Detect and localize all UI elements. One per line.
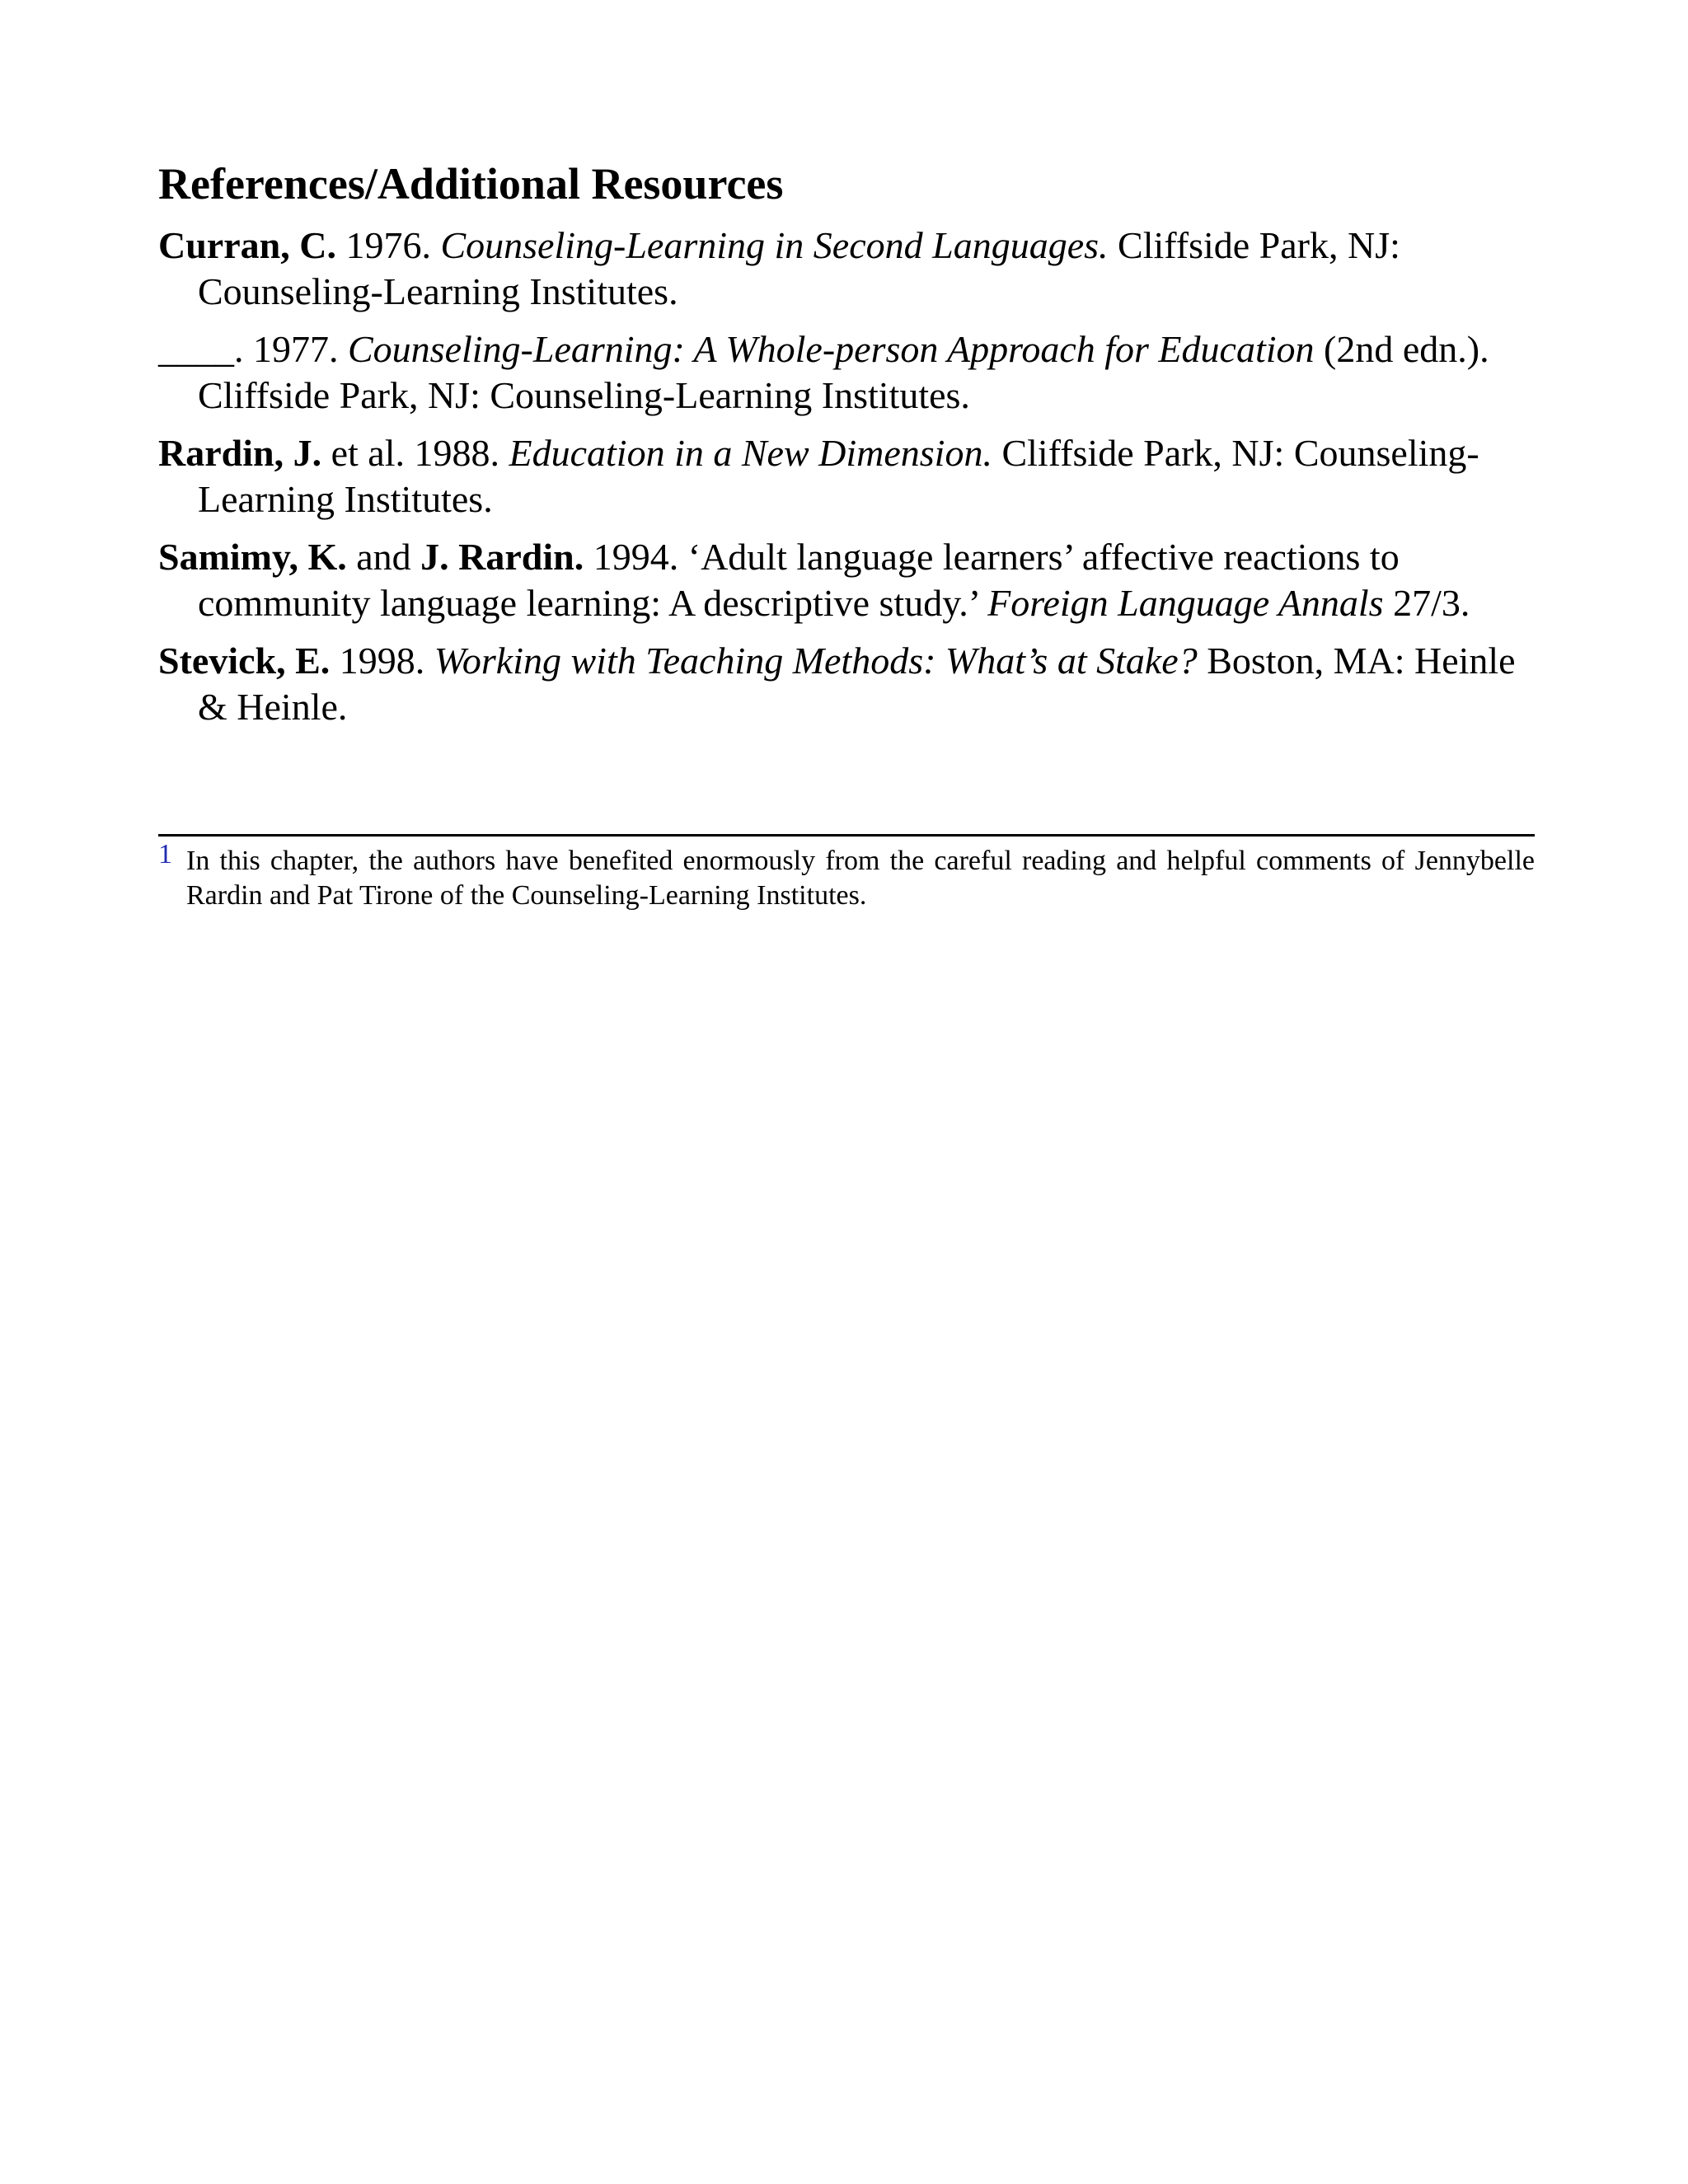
footnote-divider (158, 834, 1535, 837)
reference-year: 1998. (330, 640, 434, 682)
reference-publisher: (2nd edn.). Cliffside Park, NJ: Counseling-Learning Institutes. (198, 328, 1489, 416)
footnote-text: In this chapter, the authors have benefited enormously from the careful reading and helpful comments of Jennybelle Rardin and Pat Tirone of the Counseling-Learning Institutes. (186, 846, 1535, 911)
reference-ditto-prefix: ____. 1977. (158, 328, 348, 370)
reference-year: et al. 1988. (321, 432, 509, 474)
reference-conjunction: and (346, 536, 421, 578)
reference-publisher: Cliffside Park, NJ: Counseling-Learning Institutes. (198, 224, 1400, 312)
reference-title: Education in a New Dimension. (509, 432, 992, 474)
reference-author: Stevick, E. (158, 640, 331, 682)
reference-year: 1976. (335, 224, 441, 266)
reference-year: 1994. ‘Adult language learners’ affective reactions to community language learning: A descriptive study.’ (198, 536, 1400, 624)
footnote-mark[interactable]: 1 (158, 839, 172, 869)
reference-volume: 27/3. (1383, 582, 1470, 624)
reference-publisher: Cliffside Park, NJ: Counseling-Learning Institutes. (198, 432, 1479, 520)
reference-entry (158, 534, 1535, 626)
reference-entry (158, 223, 1535, 315)
reference-author: Curran, C. (158, 224, 336, 266)
reference-author: Samimy, K. (158, 536, 347, 578)
reference-publisher: Boston, MA: Heinle & Heinle. (198, 640, 1516, 728)
reference-author-2: J. Rardin. (420, 536, 584, 578)
reference-entry (158, 430, 1535, 523)
reference-title: Counseling-Learning in Second Languages. (440, 224, 1109, 266)
section-heading: References/Additional Resources (158, 159, 784, 209)
reference-title: Working with Teaching Methods: What’s at Stake? (434, 640, 1198, 682)
reference-author: Rardin, J. (158, 432, 322, 474)
references-section (158, 157, 1535, 742)
footnote (158, 839, 1535, 913)
reference-entry (158, 326, 1535, 419)
reference-journal: Foreign Language Annals (987, 582, 1384, 624)
reference-title: Counseling-Learning: A Whole-person Approach for Education (348, 328, 1315, 370)
reference-entry (158, 638, 1535, 730)
